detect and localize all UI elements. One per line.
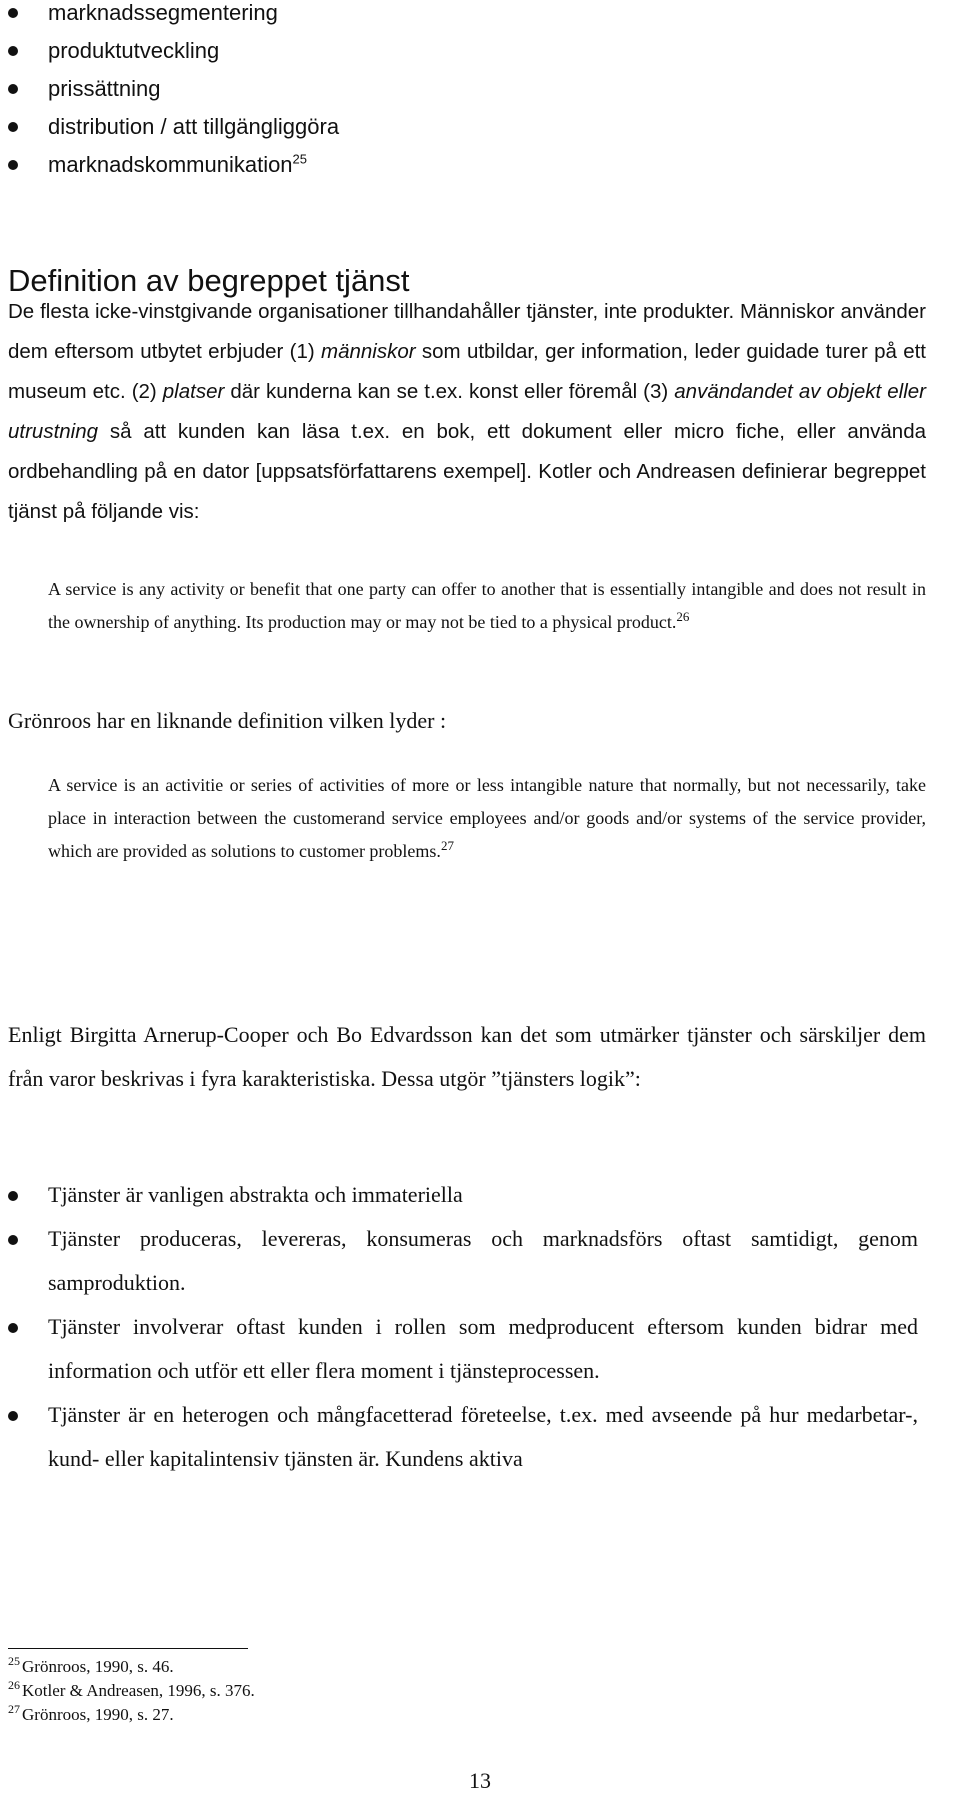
list-item-text: Tjänster är vanligen abstrakta och immateriella [48,1182,463,1207]
characteristics-intro: Enligt Birgitta Arnerup-Cooper och Bo Edvardsson kan det som utmärker tjänster och särskiljer dem från varor beskrivas i fyra karakteristiska. Dessa utgör ”tjänsters logik”: [8,1022,926,1091]
footnote [8,1703,608,1727]
paragraph-text: så att kunden kan läsa t.ex. en bok, ett dokument eller micro fiche, eller använda ordbehandling på en dator [uppsatsförfattarens exempel]. Kotler och Andreasen definierar begreppet tjänst på följande vis: [8,420,926,523]
footnote [8,1679,608,1703]
footnote-ref: 27 [440,838,454,853]
bullet-icon [8,1235,18,1245]
footnote-text: Grönroos, 1990, s. 27. [22,1705,174,1724]
footnote-number: 27 [8,1702,20,1717]
bullet-icon [8,1191,18,1201]
footnote-ref: 26 [676,609,690,624]
list-item [0,70,339,108]
list-item-text: prissättning [48,76,161,101]
footnote-number: 26 [8,1678,20,1693]
bullet-icon [8,1411,18,1421]
footnote-number: 25 [8,1654,20,1669]
emphasis-text: användandet av objekt eller utrustning [8,380,926,443]
list-item [0,0,339,32]
page-number: 13 [469,1768,491,1793]
bullet-icon [8,46,18,56]
footnote-text: Kotler & Andreasen, 1996, s. 376. [22,1681,255,1700]
list-item-text: Tjänster produceras, levereras, konsumeras och marknadsförs oftast samtidigt, genom samproduktion. [48,1226,918,1295]
marketing-list [0,0,339,184]
list-item-text: marknadssegmentering [48,0,278,25]
list-item-text: marknadskommunikation [48,152,293,177]
list-item [0,1217,918,1305]
bullet-icon [8,8,18,18]
list-item-text: produktutveckling [48,38,220,63]
list-item [0,1305,918,1393]
paragraph-text: där kunderna kan se t.ex. konst eller föremål (3) [224,380,675,403]
emphasis-text: platser [162,380,225,403]
quote-text: A service is an activitie or series of activities of more or less intangible nature that normally, but not necessarily, take place in interaction between the customerand service employees and/or goods and/or systems of the service provider, which are provided as solutions to customer problems. [48,775,926,861]
paragraph-text: De flesta icke-vinstgivande organisationer tillhandahåller tjänster, inte produkter. Människor använder dem eftersom utbytet erbjuder (1) [8,300,926,363]
paragraph-text: som utbildar, ger information, leder guidade turer på ett museum etc. (2) [8,340,927,403]
bullet-icon [8,1323,18,1333]
list-item [0,1393,918,1481]
bullet-icon [8,122,18,132]
definition-paragraph [8,292,926,532]
list-item-text: Tjänster involverar oftast kunden i rollen som medproducent eftersom kunden bidrar med information och utför ett eller flera moment i tjänsteprocessen. [48,1314,918,1383]
section-heading: Definition av begreppet tjänst [8,263,410,298]
footnote [8,1655,608,1679]
footnote-text: Grönroos, 1990, s. 46. [22,1657,174,1676]
kotler-quote [48,573,926,639]
list-item [0,1173,918,1217]
quote-text: A service is any activity or benefit that one party can offer to another that is essentially intangible and does not result in the ownership of anything. Its production may or may not be tied to a physical product. [48,579,926,632]
footnote-divider [8,1648,248,1649]
gronroos-lead: Grönroos har en liknande definition vilken lyder : [8,708,447,733]
bullet-icon [8,160,18,170]
gronroos-quote [48,769,926,868]
bullet-icon [8,84,18,94]
characteristics-list [0,1173,918,1481]
list-item-text: Tjänster är en heterogen och mångfacetterad företeelse, t.ex. med avseende på hur medarbetar-, kund- eller kapitalintensiv tjänsten är. Kundens aktiva [48,1402,918,1471]
list-item [0,108,339,146]
footnote-ref: 25 [292,151,308,167]
footnotes [8,1655,608,1727]
emphasis-text: människor [321,340,416,363]
list-item [0,32,339,70]
list-item-text: distribution / att tillgängliggöra [48,114,340,139]
list-item [0,146,339,184]
